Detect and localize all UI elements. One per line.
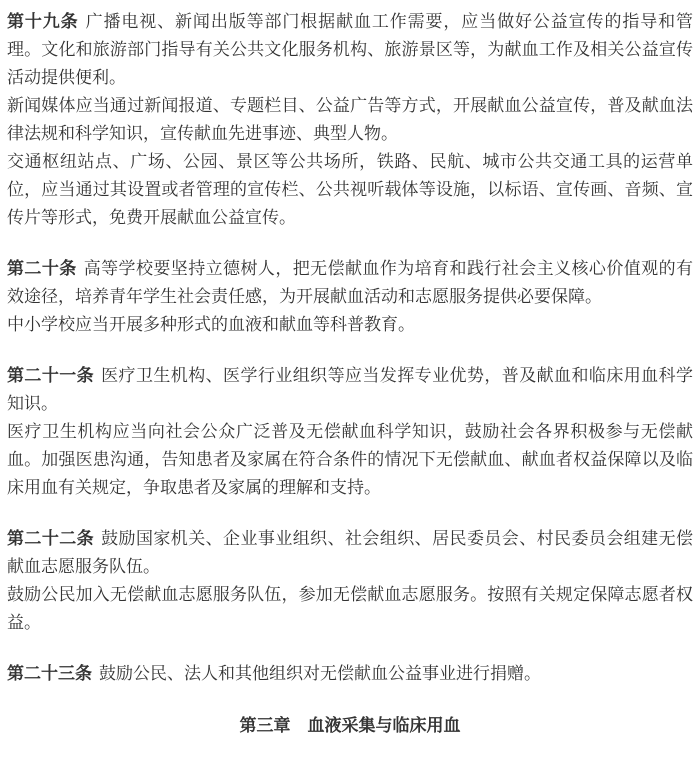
article-22 — [7, 525, 693, 637]
article-number: 第十九条 — [7, 12, 79, 31]
chapter-heading: 第三章 血液采集与临床用血 — [239, 716, 461, 735]
article-paragraph: 中小学校应当开展多种形式的血液和献血等科普教育。 — [7, 315, 415, 334]
article-paragraph — [7, 525, 693, 581]
paragraph-text: 高等学校要坚持立德树人，把无偿献血作为培育和践行社会主义核心价值观的有效途径，培养青年学生社会责任感，为开展献血活动和志愿服务提供必要保障。 — [7, 259, 694, 306]
paragraph-text: 鼓励公民、法人和其他组织对无偿献血公益事业进行捐赠。 — [99, 664, 541, 683]
article-paragraph — [7, 362, 693, 418]
article-21 — [7, 362, 693, 502]
paragraph-text: 医疗卫生机构、医学行业组织等应当发挥专业优势，普及献血和临床用血科学知识。 — [7, 366, 694, 413]
article-paragraph: 交通枢纽站点、广场、公园、景区等公共场所，铁路、民航、城市公共交通工具的运营单位，应当通过其设置或者管理的宣传栏、公共视听载体等设施，以标语、宣传画、音频、宣传片等形式，免费开展献血公益宣传。 — [7, 152, 693, 227]
article-paragraph: 新闻媒体应当通过新闻报道、专题栏目、公益广告等方式，开展献血公益宣传，普及献血法律法规和科学知识，宣传献血先进事迹、典型人物。 — [7, 96, 693, 143]
article-19 — [7, 8, 693, 232]
article-number: 第二十二条 — [7, 529, 95, 548]
article-number: 第二十一条 — [7, 366, 95, 385]
article-paragraph — [7, 8, 693, 92]
article-paragraph — [7, 660, 693, 688]
article-number: 第二十条 — [7, 259, 77, 278]
article-23 — [7, 660, 693, 688]
paragraph-text: 广播电视、新闻出版等部门根据献血工作需要，应当做好公益宣传的指导和管理。文化和旅游部门指导有关公共文化服务机构、旅游景区等，为献血工作及相关公益宣传活动提供便利。 — [7, 12, 694, 87]
article-20 — [7, 255, 693, 339]
article-paragraph: 鼓励公民加入无偿献血志愿服务队伍，参加无偿献血志愿服务。按照有关规定保障志愿者权益。 — [7, 585, 693, 632]
article-number: 第二十三条 — [7, 664, 92, 683]
article-paragraph — [7, 255, 693, 311]
article-paragraph: 医疗卫生机构应当向社会公众广泛普及无偿献血科学知识，鼓励社会各界积极参与无偿献血。加强医患沟通，告知患者及家属在符合条件的情况下无偿献血、献血者权益保障以及临床用血有关规定，争取患者及家属的理解和支持。 — [7, 422, 693, 497]
paragraph-text: 鼓励国家机关、企业事业组织、社会组织、居民委员会、村民委员会组建无偿献血志愿服务队伍。 — [7, 529, 694, 576]
